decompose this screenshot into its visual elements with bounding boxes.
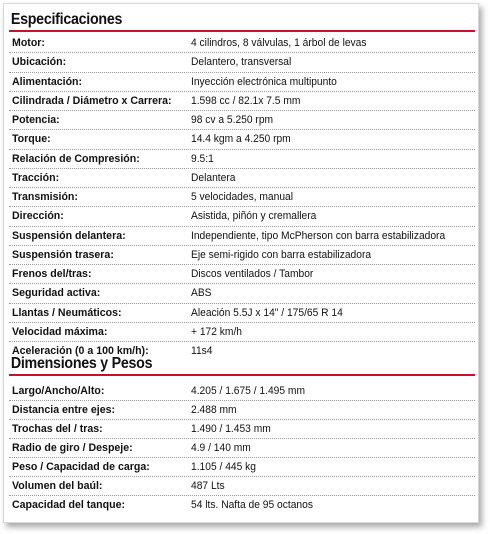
spec-row — [9, 265, 475, 284]
spec-label: Velocidad máxima: — [12, 325, 108, 338]
spec-row — [9, 284, 475, 303]
spec-row — [9, 34, 475, 53]
spec-row — [9, 73, 475, 92]
spec-value: Eje semi-rigido con barra estabilizadora — [191, 248, 372, 261]
spec-value: Delantero, transversal — [191, 56, 292, 69]
dimensions-title: Dimensiones y Pesos — [10, 355, 153, 372]
spec-label: Motor: — [12, 37, 45, 49]
dimension-row — [9, 458, 475, 477]
dimension-label: Volumen del baúl: — [12, 480, 103, 492]
dimension-value: 4.205 / 1.675 / 1.495 mm — [191, 385, 305, 397]
dimension-label: Largo/Ancho/Alto: — [12, 385, 105, 397]
spec-row — [9, 188, 475, 207]
spec-label: Frenos del/tras: — [12, 268, 92, 280]
spec-row — [9, 304, 475, 323]
spec-value: Asistida, piñón y cremallera — [191, 210, 317, 223]
spec-row — [9, 130, 475, 149]
spec-row — [9, 227, 475, 246]
spec-row — [9, 150, 475, 169]
spec-value: Independiente, tipo McPherson con barra estabilizadora — [191, 229, 446, 242]
spec-label: Ubicación: — [12, 56, 67, 69]
dimension-row — [9, 382, 475, 401]
spec-value: Aleación 5.5J x 14" / 175/65 R 14 — [191, 306, 343, 319]
specifications-table — [9, 34, 475, 360]
spec-label: Suspensión trasera: — [12, 248, 114, 261]
dimension-label: Radio de giro / Despeje: — [12, 442, 133, 454]
specifications-section — [9, 10, 475, 360]
spec-row — [9, 323, 475, 342]
dimension-value: 1.490 / 1.453 mm — [191, 423, 271, 435]
dimension-row — [9, 439, 475, 458]
spec-value: Inyección electrónica multipunto — [191, 75, 337, 88]
dimension-row — [9, 420, 475, 439]
spec-label: Llantas / Neumáticos: — [12, 306, 122, 319]
spec-row — [9, 111, 475, 130]
section-divider — [9, 374, 475, 376]
section-divider — [9, 30, 475, 32]
spec-sheet-card — [3, 3, 479, 523]
spec-row — [9, 92, 475, 111]
dimension-value: 2.488 mm — [191, 404, 237, 416]
dimension-label: Distancia entre ejes: — [12, 404, 116, 416]
dimension-value: 54 lts. Nafta de 95 octanos — [191, 499, 313, 511]
spec-label: Dirección: — [12, 210, 64, 223]
dimension-row — [9, 477, 475, 496]
spec-label: Aceleración (0 a 100 km/h): — [12, 345, 149, 357]
dimensions-table — [9, 382, 475, 514]
dimension-value: 1.105 / 445 kg — [191, 461, 256, 473]
dimension-value: 487 Lts — [191, 480, 225, 492]
spec-label: Potencia: — [12, 114, 60, 126]
dimension-row — [9, 496, 475, 514]
spec-label: Torque: — [12, 133, 51, 146]
spec-row — [9, 207, 475, 226]
dimension-value: 4.9 / 140 mm — [191, 442, 251, 454]
spec-value: 98 cv a 5.250 rpm — [191, 114, 274, 126]
spec-label: Relación de Compresión: — [12, 152, 140, 165]
spec-value: 14.4 kgm a 4.250 rpm — [191, 133, 291, 146]
spec-label: Seguridad activa: — [12, 287, 101, 300]
spec-label: Transmisión: — [12, 191, 78, 203]
spec-label: Suspensión delantera: — [12, 229, 126, 242]
specifications-title: Especificaciones — [10, 11, 123, 28]
spec-label: Cilindrada / Diámetro x Carrera: — [12, 94, 172, 107]
spec-value: 4 cilindros, 8 válvulas, 1 árbol de levas — [191, 37, 367, 49]
dimension-label: Trochas del / tras: — [12, 423, 103, 435]
spec-value: 11s4 — [191, 345, 213, 357]
spec-row — [9, 246, 475, 265]
spec-value: ABS — [191, 287, 212, 300]
spec-value: Discos ventilados / Tambor — [191, 268, 314, 280]
dimension-label: Peso / Capacidad de carga: — [12, 461, 150, 473]
spec-label: Alimentación: — [12, 75, 83, 88]
spec-value: 1.598 cc / 82.1x 7.5 mm — [191, 94, 301, 107]
spec-value: 9.5:1 — [191, 152, 214, 165]
spec-value: + 172 km/h — [191, 325, 243, 338]
spec-value: 5 velocidades, manual — [191, 191, 294, 203]
spec-row — [9, 53, 475, 72]
spec-row — [9, 169, 475, 188]
spec-value: Delantera — [191, 171, 236, 184]
dimensions-section — [9, 354, 475, 514]
dimension-row — [9, 401, 475, 420]
dimension-label: Capacidad del tanque: — [12, 499, 126, 511]
spec-label: Tracción: — [12, 171, 60, 184]
